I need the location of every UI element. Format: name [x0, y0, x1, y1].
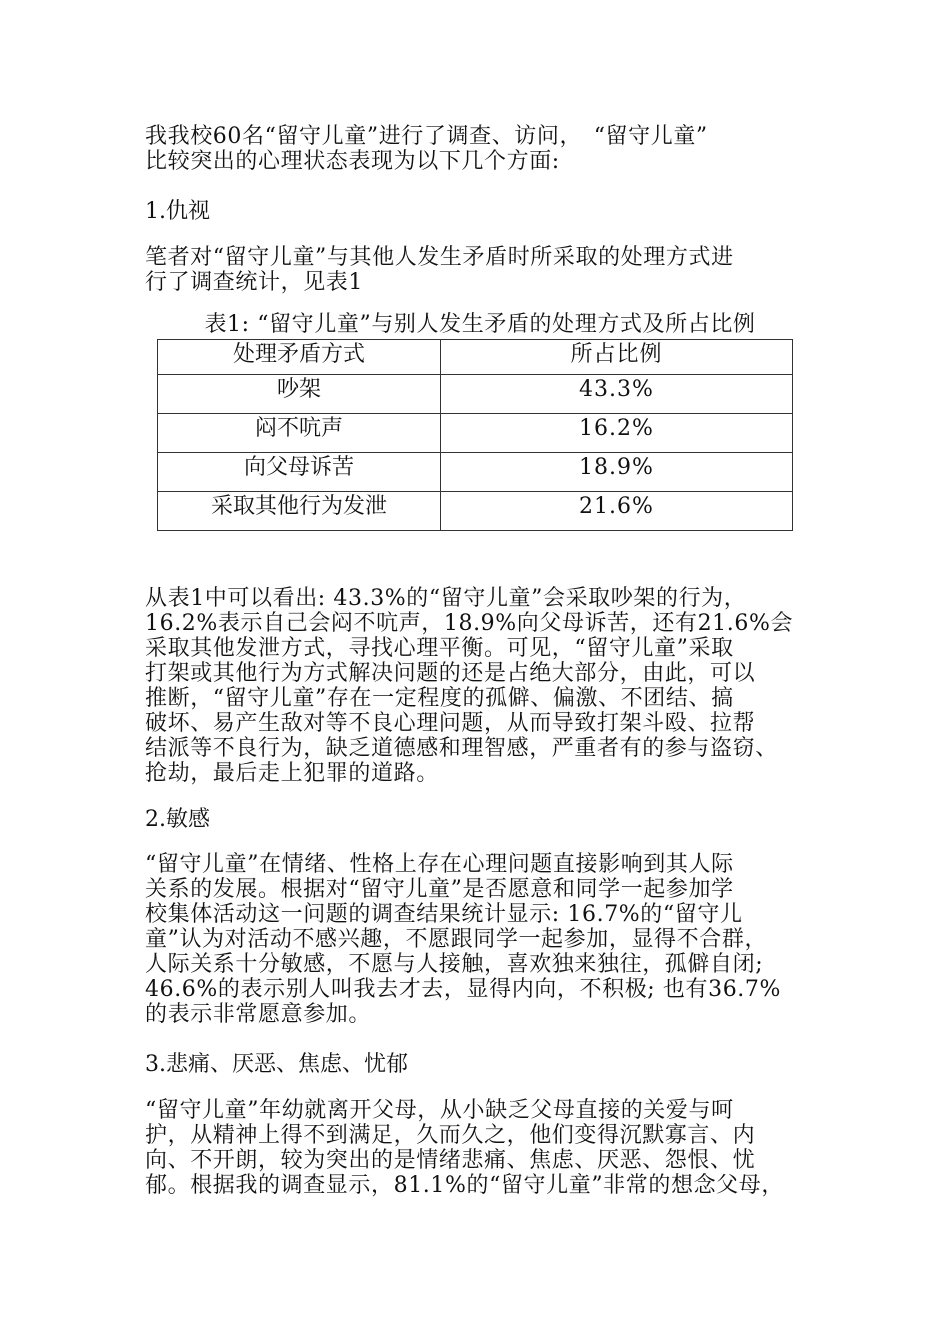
table-cell-method: 向父母诉苦	[158, 453, 441, 492]
table-cell-proportion: 18.9%	[441, 453, 793, 492]
table-header-method: 处理矛盾方式	[158, 340, 441, 375]
section-2-heading: 2.敏感	[145, 807, 210, 832]
section-1-heading: 1.仇视	[145, 199, 210, 224]
table-row	[158, 414, 793, 453]
table-cell-method: 吵架	[158, 375, 441, 414]
section-1-paragraph: 笔者对“留守儿童”与其他人发生矛盾时所采取的处理方式进 行了调查统计，见表1	[145, 245, 734, 295]
table-caption: 表1: “留守儿童”与别人发生矛盾的处理方式及所占比例	[204, 312, 756, 337]
section-3-heading: 3.悲痛、厌恶、焦虑、忧郁	[145, 1052, 408, 1077]
table-cell-method: 采取其他行为发泄	[158, 492, 441, 531]
table-cell-method: 闷不吭声	[158, 414, 441, 453]
table-header-proportion: 所占比例	[441, 340, 793, 375]
section-2-paragraph: “留守儿童”在情绪、性格上存在心理问题直接影响到其人际 关系的发展。根据对“留守儿童”是否愿意和同学一起参加学 校集体活动这一问题的调查结果统计显示: 16.7%的“留守儿 童”认为对活动不感兴趣，不愿跟同学一起参加，显得不合群， 人际关系十分敏感，不愿与人接触，喜欢独来独往，孤僻自闭; 46.6%的表示别人叫我去才去，显得内向，不积极; 也有36.7% 的表示非常愿意参加。	[145, 852, 781, 1027]
table-row	[158, 375, 793, 414]
section-3-paragraph: “留守儿童”年幼就离开父母，从小缺乏父母直接的关爱与呵 护，从精神上得不到满足，久而久之，他们变得沉默寡言、内 向、不开朗，较为突出的是情绪悲痛、焦虑、厌恶、怨恨、忧 郁。根据我的调查显示，81.1%的“留守儿童”非常的想念父母，	[145, 1098, 784, 1198]
analysis-paragraph: 从表1中可以看出: 43.3%的“留守儿童”会采取吵架的行为， 16.2%表示自己会闷不吭声，18.9%向父母诉苦，还有21.6%会 采取其他发泄方式，寻找心理平衡。可见，“留守儿童”采取 打架或其他行为方式解决问题的还是占绝大部分，由此，可以 推断，“留守儿童”存在一定程度的孤僻、偏激、不团结、搞 破坏、易产生敌对等不良心理问题，从而导致打架斗殴、拉帮 结派等不良行为，缺乏道德感和理智感，严重者有的参与盗窃、 抢劫，最后走上犯罪的道路。	[145, 586, 794, 786]
table-cell-proportion: 21.6%	[441, 492, 793, 531]
table-row	[158, 492, 793, 531]
conflict-handling-table	[157, 339, 793, 531]
table-cell-proportion: 16.2%	[441, 414, 793, 453]
intro-paragraph: 我我校60名“留守儿童”进行了调查、访问， “留守儿童” 比较突出的心理状态表现为以下几个方面:	[145, 124, 708, 174]
table-cell-proportion: 43.3%	[441, 375, 793, 414]
table-header-row	[158, 340, 793, 375]
table-row	[158, 453, 793, 492]
